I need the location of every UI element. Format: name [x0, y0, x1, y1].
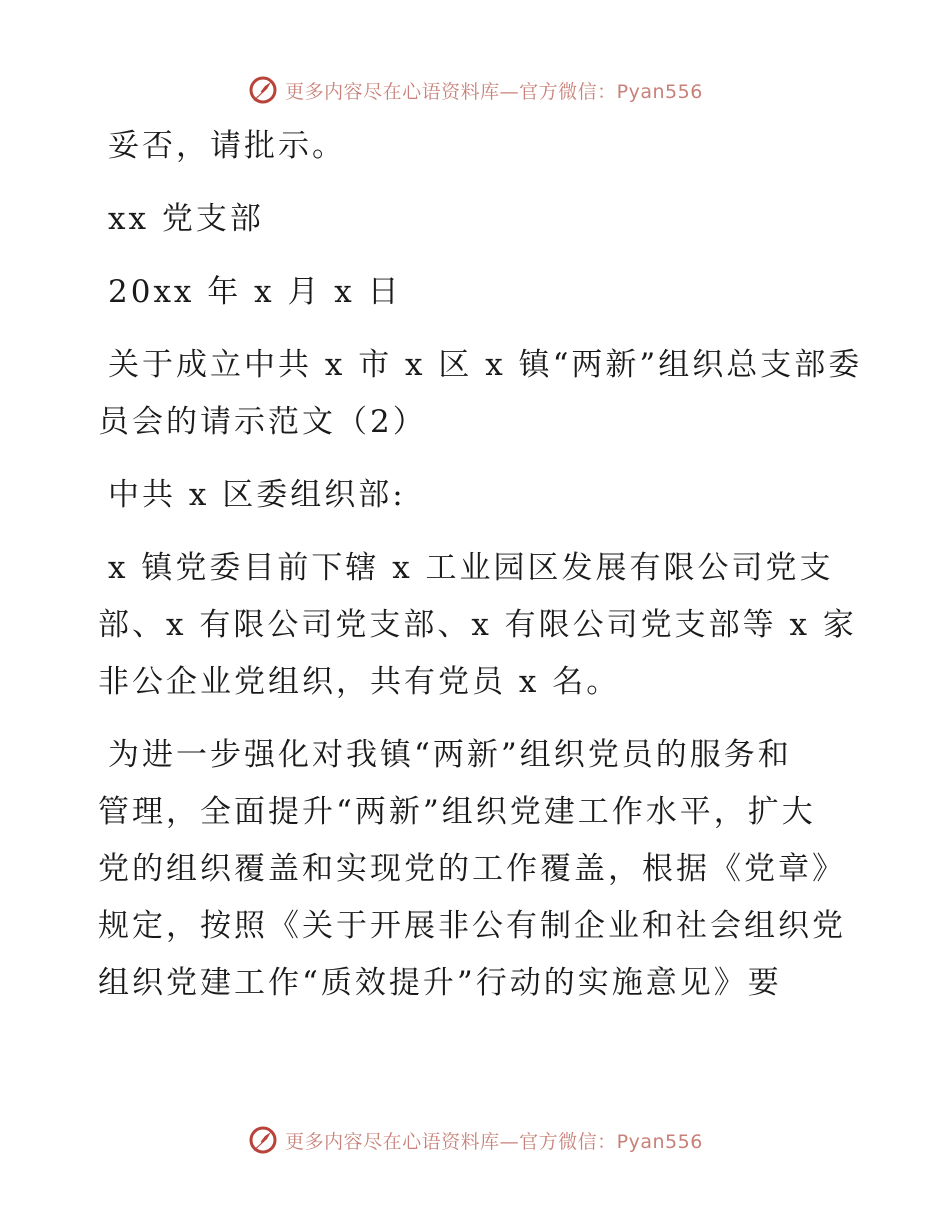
text-line: 员会的请示范文（2）: [98, 404, 427, 440]
header-watermark: [0, 70, 950, 110]
watermark-label: 更多内容尽在心语资料库—官方微信：: [285, 1130, 617, 1153]
text-line: xx 党支部: [108, 201, 264, 237]
pen-logo-icon: [247, 1124, 279, 1156]
watermark-wechat-id: Pyan556: [616, 80, 703, 103]
watermark-text: [285, 77, 703, 104]
text-line: 组织党建工作“质效提升”行动的实施意见》要: [98, 965, 782, 1001]
text-line: 妥否，请批示。: [108, 128, 346, 164]
text-line: 非公企业党组织，共有党员 x 名。: [98, 664, 621, 700]
text-line: 管理，全面提升“两新”组织党建工作水平，扩大: [98, 794, 816, 830]
text-line: 党的组织覆盖和实现党的工作覆盖，根据《党章》: [98, 851, 846, 887]
text-line: 为进一步强化对我镇“两新”组织党员的服务和: [108, 737, 792, 773]
document-body: [98, 118, 863, 1012]
watermark-label: 更多内容尽在心语资料库—官方微信：: [285, 80, 617, 103]
text-line: 20xx 年 x 月 x 日: [108, 274, 402, 310]
watermark-wechat-id: Pyan556: [616, 1130, 703, 1153]
text-line: x 镇党委目前下辖 x 工业园区发展有限公司党支: [108, 550, 834, 586]
watermark-text: [285, 1127, 703, 1154]
footer-watermark: [0, 1120, 950, 1160]
text-line: 部、x 有限公司党支部、x 有限公司党支部等 x 家: [98, 607, 857, 643]
text-line: 关于成立中共 x 市 x 区 x 镇“两新”组织总支部委: [108, 347, 863, 383]
pen-logo-icon: [247, 74, 279, 106]
text-line: 规定，按照《关于开展非公有制企业和社会组织党: [98, 908, 846, 944]
text-line: 中共 x 区委组织部:: [108, 477, 406, 513]
